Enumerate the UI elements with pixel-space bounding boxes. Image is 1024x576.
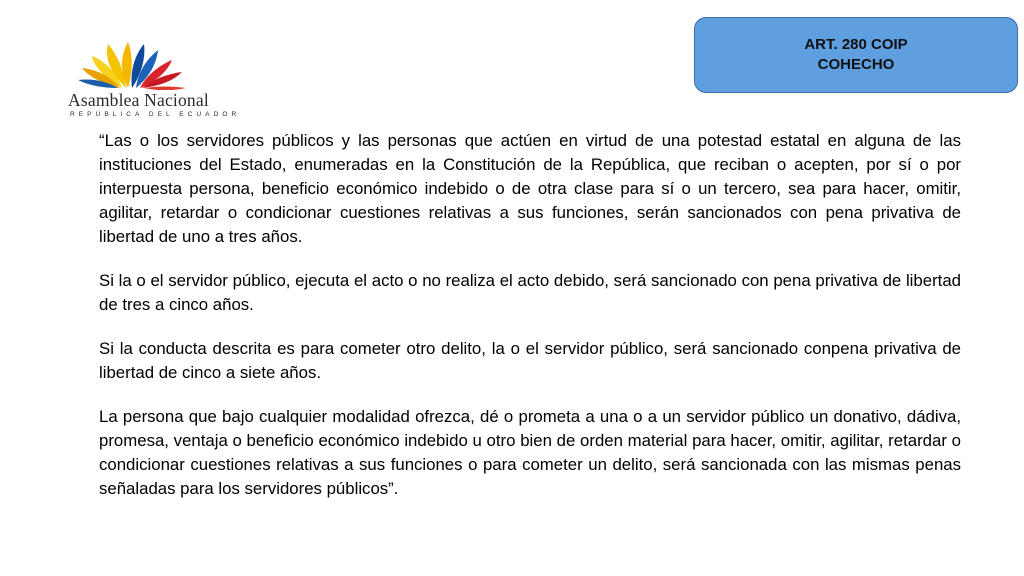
- law-text: [99, 129, 961, 501]
- article-title-box: [694, 17, 1018, 93]
- article-topic: COHECHO: [817, 56, 895, 73]
- paragraph-4: La persona que bajo cualquier modalidad ofrezca, dé o prometa a una o a un servidor público un donativo, dádiva, promesa, ventaja o beneficio económico indebido u otro bien de orden material para hacer, omitir, agilitar, retardar o condicionar cuestiones relativas a sus funciones o para cometer un delito, será sancionada con las mismas penas señaladas para los servidores públicos”.: [99, 407, 961, 498]
- paragraph-1: “Las o los servidores públicos y las personas que actúen en virtud de una potestad estatal en alguna de las instituciones del Estado, enumeradas en la Constitución de la República, que reciban o acepten, por sí o por interpuesta persona, beneficio económico indebido o de otra clase para sí o un tercero, sea para hacer, omitir, agilitar, retardar o condicionar cuestiones relativas a sus funciones, serán sancionados con pena privativa de libertad de uno a tres años.: [99, 131, 961, 246]
- asamblea-nacional-logo: [64, 38, 244, 124]
- logo-wordmark: Asamblea Nacional: [68, 90, 209, 110]
- paragraph-2: Si la o el servidor público, ejecuta el acto o no realiza el acto debido, será sancionado con pena privativa de libertad de tres a cinco años.: [99, 271, 961, 314]
- article-number: ART. 280 COIP: [804, 36, 908, 53]
- logo-country-label: REPÚBLICA DEL ECUADOR: [70, 111, 241, 118]
- paragraph-3: Si la conducta descrita es para cometer otro delito, la o el servidor público, será sancionado conpena privativa de libertad de cinco a siete años.: [99, 339, 961, 382]
- fan-emblem-icon: [64, 38, 244, 90]
